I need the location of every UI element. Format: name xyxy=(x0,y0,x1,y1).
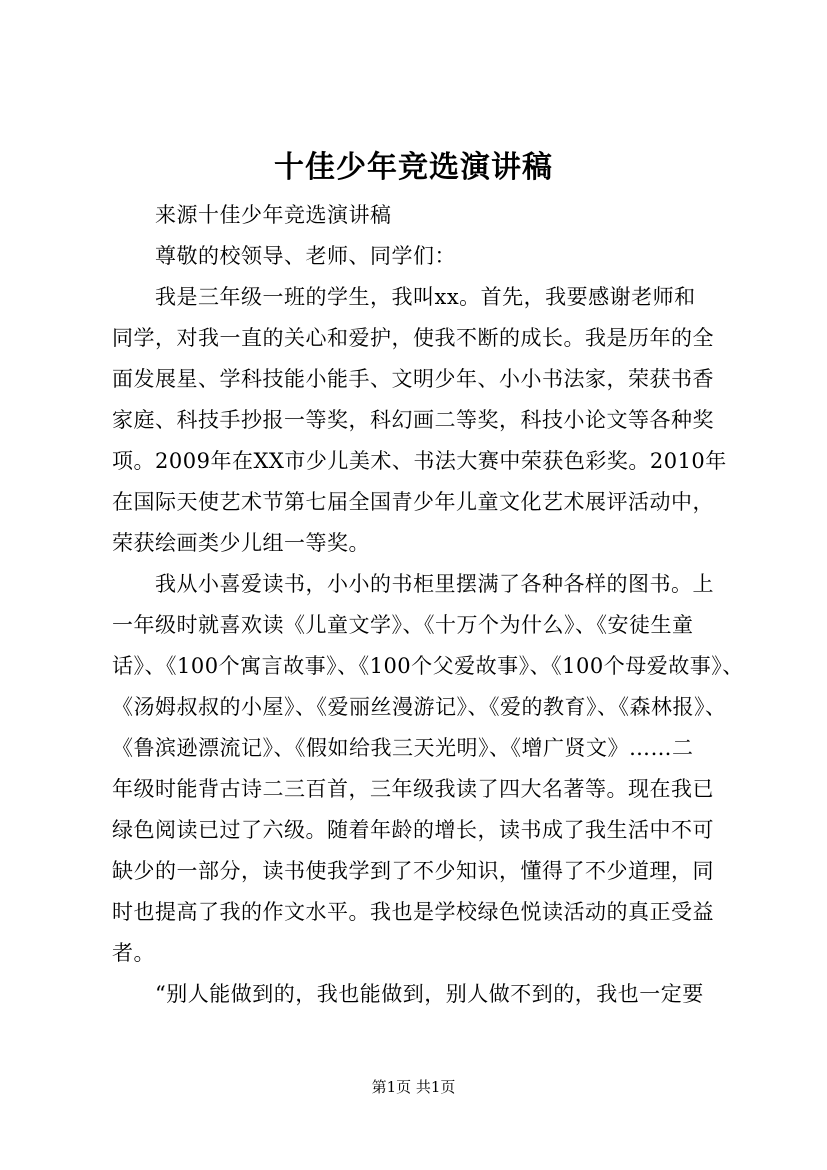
document-body xyxy=(112,195,752,1015)
text-line: 《鲁滨逊漂流记》、《假如给我三天光明》、《增广贤文》……二 xyxy=(112,736,694,760)
text-line: 时也提高了我的作文水平。我也是学校绿色悦读活动的真正受益 xyxy=(112,900,714,924)
text-line: 者。 xyxy=(112,941,155,965)
text-line: 话》、《100个寓言故事》、《100个父爱故事》、《100个母爱故事》、 xyxy=(112,654,744,678)
text-line: 项。2009年在XX市少儿美术、书法大赛中荣获色彩奖。2010年 xyxy=(112,449,727,473)
text-line: 面发展星、学科技能小能手、文明少年、小小书法家，荣获书香 xyxy=(112,367,714,391)
text-line: 年级时能背古诗二三百首，三年级我读了四大名著等。现在我已 xyxy=(112,777,714,801)
text-line: 我是三年级一班的学生，我叫xx。首先，我要感谢老师和 xyxy=(112,285,696,309)
text-line: 《汤姆叔叔的小屋》、《爱丽丝漫游记》、《爱的教育》、《森林报》、 xyxy=(112,695,727,719)
text-line: 荣获绘画类少儿组一等奖。 xyxy=(112,531,370,555)
text-line: 同学，对我一直的关心和爱护，使我不断的成长。我是历年的全 xyxy=(112,326,714,350)
document-title: 十佳少年竞选演讲稿 xyxy=(274,150,553,185)
text-line: 我从小喜爱读书，小小的书柜里摆满了各种各样的图书。上 xyxy=(112,572,714,596)
text-line: 一年级时就喜欢读《儿童文学》、《十万个为什么》、《安徒生童 xyxy=(112,613,694,637)
text-line: 来源十佳少年竞选演讲稿 xyxy=(112,203,392,227)
text-line: 缺少的一部分，读书使我学到了不少知识，懂得了不少道理，同 xyxy=(112,859,714,883)
text-line: 尊敬的校领导、老师、同学们： xyxy=(112,244,456,268)
text-line: 绿色阅读已过了六级。随着年龄的增长，读书成了我生活中不可 xyxy=(112,818,714,842)
text-line: 家庭、科技手抄报一等奖，科幻画二等奖，科技小论文等各种奖 xyxy=(112,408,714,432)
text-line: 在国际天使艺术节第七届全国青少年儿童文化艺术展评活动中， xyxy=(112,490,714,514)
page-footer: 第1页 共1页 xyxy=(371,1078,456,1096)
text-line: “别人能做到的，我也能做到，别人做不到的，我也一定要 xyxy=(112,982,704,1006)
